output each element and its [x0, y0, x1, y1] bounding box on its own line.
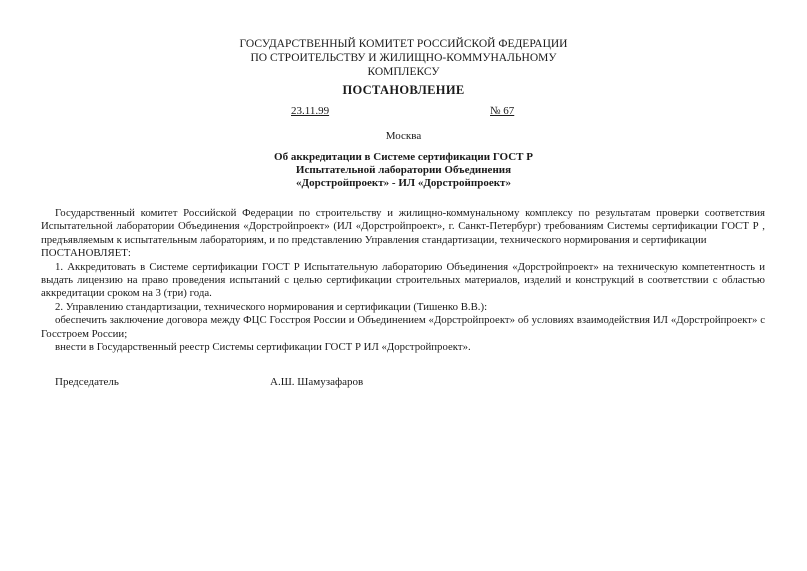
item-2-paragraph: 2. Управлению стандартизации, технического нормирования и сертификации (Тишенко В.В.): [55, 300, 488, 313]
item-1-paragraph: 1. Аккредитовать в Системе сертификации ГОСТ Р Испытательную лабораторию Объединения «Дорстройпроект» на техническую компетентность и выдать лицензию на право проведения испытаний с целью сертификации строительных материалов, изделий и конструкций в соответствии с областью аккредитации сроком на 3 (три) года. [41, 260, 765, 300]
issuer-line-2: ПО СТРОИТЕЛЬСТВУ И ЖИЛИЩНО-КОММУНАЛЬНОМУ [250, 52, 557, 64]
item-2a-paragraph: обеспечить заключение договора между ФЦС Госстроя России и Объединением «Дорстройпроект» об условиях взаимодействия ИЛ «Дорстройпроект» с Госстроем России; [41, 314, 765, 340]
document-date: 23.11.99 [291, 105, 330, 117]
issuer-line-3: КОМПЛЕКСУ [367, 66, 440, 78]
document-type-title: ПОСТАНОВЛЕНИЕ [342, 83, 465, 97]
signature-name: А.Ш. Шамузафаров [270, 376, 364, 388]
subject-line-3: «Дорстройпроект» - ИЛ «Дорстройпроект» [296, 177, 511, 189]
subject-line-1: Об аккредитации в Системе сертификации ГОСТ Р [274, 151, 533, 163]
document-body [41, 207, 765, 354]
intro-paragraph: Государственный комитет Российской Федерации по строительству и жилищно-коммунальному комплексу по результатам проверки соответствия Испытательной лаборатории Объединения «Дорстройпроект» (ИЛ «Дорстройпроект», г. Санкт-Петербург) требованиям Системы сертификации ГОСТ Р , предъявляемым к испытательным лабораториям, и по представлению Управления стандартизации, технического нормирования и сертификации [41, 207, 765, 246]
issuer-line-1: ГОСУДАРСТВЕННЫЙ КОМИТЕТ РОССИЙСКОЙ ФЕДЕРАЦИИ [239, 38, 568, 50]
subject-line-2: Испытательной лаборатории Объединения [295, 164, 512, 176]
document-city: Москва [385, 130, 422, 142]
item-2b-paragraph: внести в Государственный реестр Системы сертификации ГОСТ Р ИЛ «Дорстройпроект». [55, 341, 471, 354]
resolves-heading: ПОСТАНОВЛЯЕТ: [41, 247, 131, 260]
signature-label: Председатель [55, 376, 119, 388]
document-number: № 67 [490, 105, 515, 117]
